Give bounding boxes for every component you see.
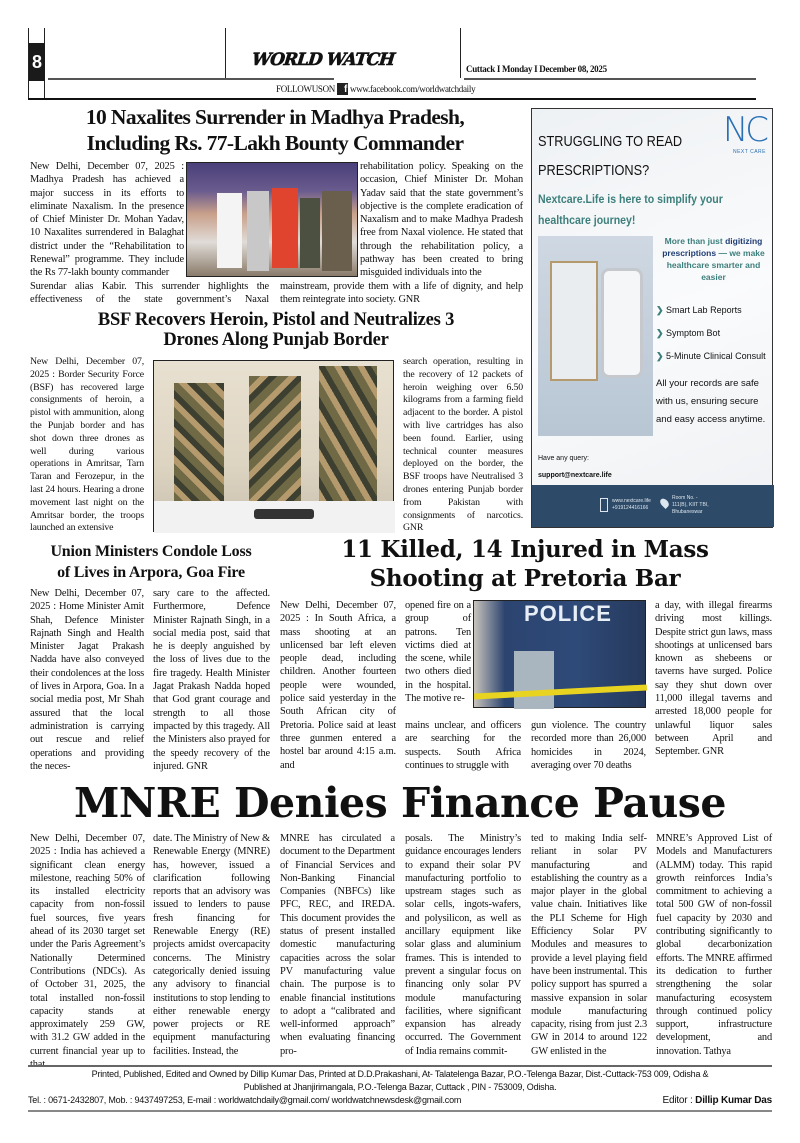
goa-body-col-2: sary care to the affected. Furthermore, Defence Minister Rajnath Singh, in a social media post, said that he is deeply anguished by the loss of lives due to the fire tragedy. Health Minister Jagat Prakash Nadda hoped that God grant courage and strength to all those impacted by this tragedy. All the Ministers also prayed for the speedy recovery of the injured. GNR bbox=[153, 588, 270, 772]
ad-phone: +919124416166 bbox=[612, 505, 649, 511]
bsf-headline bbox=[30, 310, 522, 350]
naxal-body-col-right-bottom: mainstream, provide them with a life of dignity, and help them reintegrate into society. GNR bbox=[280, 281, 523, 306]
editor-credit bbox=[663, 1094, 773, 1107]
mnre-body-col-1: New Delhi, December 07, 2025 : India has achieved a significant clean energy milestone, reaching 50% of its installed electricity capacity from non-fossil fuel sources, five years ahead of its 2030 target set under the Paris Agreement’s Nationally Determined Contributions (NDCs). As of October 31, 2025, the total installed non-fossil capacity stands at approximately 259 GW, with 31.2 GW added in the current financial year up to bbox=[30, 833, 145, 1057]
dateline: Cuttack I Monday I December 08, 2025 bbox=[466, 64, 607, 74]
ad-query-label: Have any query: bbox=[538, 455, 589, 462]
naxal-headline-line-2: Including Rs. 77-Lakh Bounty Commander bbox=[86, 131, 464, 155]
ad-feature-item bbox=[656, 322, 774, 345]
ad-title bbox=[538, 127, 682, 185]
imprint-contact: Tel. : 0671-2432807, Mob. : 9437497253, E-mail : worldwatchdaily@gmail.com/ worldwatchnewsdesk@gmail.com bbox=[28, 1095, 462, 1105]
photo-soldier bbox=[249, 376, 301, 506]
ad-doctor-photo bbox=[538, 236, 653, 436]
police-vest-text: POLICE bbox=[524, 601, 612, 626]
goa-headline-line-2: of Lives in Arpora, Goa Fire bbox=[57, 564, 245, 581]
facebook-icon[interactable]: f bbox=[337, 83, 348, 95]
pretoria-body-col-1: New Delhi, December 07, 2025 : In South Africa, a mass shooting at an unlicensed bar left eleven people dead, including children. Another fourteen people were wounded, police said yesterday in the South African city of Pretoria. Police said at least three gunmen entered a hostel bar around 4:15 a.m. and bbox=[280, 600, 396, 771]
pretoria-body-col-2-top: opened fire on a group of patrons. Ten victims died at the scene, while two others died in the hospital. The motive re- bbox=[405, 600, 471, 705]
ad-safety-text: All your records are safe with us, ensuring secure and easy access anytime. bbox=[656, 378, 766, 425]
ad-pitch-pre: More than just bbox=[664, 236, 726, 246]
ad-title-line-1: STRUGGLING TO READ bbox=[538, 133, 683, 150]
imprint-line-1: Printed, Published, Edited and Owned by Dillip Kumar Das, Printed at D.D.Prakashani, At- Talatelenga Bazar, P.O.-Telenga Bazar, Dist.-Cuttack-753 009, Odisha & bbox=[91, 1069, 709, 1079]
photo-figure bbox=[322, 191, 352, 271]
ad-tagline-line-1: Nextcare.Life is here to simplify your bbox=[538, 192, 723, 206]
nextcare-advertisement[interactable] bbox=[531, 108, 773, 528]
police-scene-photo bbox=[473, 600, 646, 708]
goa-headline bbox=[30, 541, 272, 583]
photo-figure bbox=[300, 198, 320, 268]
logo: WORLD WATCH bbox=[250, 50, 396, 70]
naxal-body-col-left: New Delhi, December 07, 2025 : Madhya Pradesh has achieved a major success in its efforts to eliminate Naxalism. In the presence of Chief Minister Dr. Mohan Yadav, 10 Naxalites surrendered in Balaghat district under the “Rehabilitation to Renewal” programme. They include the Rs 77-lakh bounty commander bbox=[30, 161, 184, 279]
naxal-headline-line-1: 10 Naxalites Surrender in Madhya Pradesh, bbox=[85, 105, 465, 129]
chevron-right-icon: ❯ bbox=[656, 305, 667, 315]
follow-us-label: FOLLOWUSON bbox=[276, 84, 335, 94]
pretoria-headline-line-2: Shooting at Pretoria Bar bbox=[369, 565, 681, 592]
drone-icon bbox=[254, 509, 314, 519]
header-bottom-rule bbox=[28, 98, 756, 100]
bsf-body-col-1: New Delhi, December 07, 2025 : Border Security Force (BSF) has recovered large consignments of heroin, a pistol with ammunition, along the Punjab border and has shot down three drones as well during various operations in Amritsar, Tarn Taran and Ferozepur, in the last 24 hours. Hearing a drone movement last night on the Amritsar border, the troops launched an extensive bbox=[30, 356, 144, 534]
mnre-body-col-6: MNRE’s Approved List of Models and Manufacturers (ALMM) today. This rapid growth reinforces India’s commitment to achieving a total 500 GW of non-fossil fuel capacity by 2030 and contributing significantly to global decarbonization efforts. The MNRE affirmed its dedication to further strengthening the solar manufacturing ecosystem through continued policy support, infrastructure development, and innovation. Tathya bbox=[656, 833, 772, 1057]
ad-address: Room No. - 111(B), KIIT TBI, Bhubaneswar bbox=[672, 495, 709, 515]
editor-name: Dillip Kumar Das bbox=[695, 1095, 772, 1106]
ad-feature-item bbox=[656, 299, 774, 322]
police-tape bbox=[474, 684, 647, 699]
ad-pitch-post: — we make healthcare smarter and easier bbox=[666, 248, 765, 282]
photo-figure bbox=[217, 193, 242, 268]
ad-feature-item bbox=[656, 345, 774, 368]
footer-top-rule bbox=[28, 1065, 772, 1067]
naxal-surrender-photo bbox=[186, 162, 358, 277]
pretoria-headline-line-1: 11 Killed, 14 Injured in Mass bbox=[341, 536, 709, 563]
naxal-body-col-left-bottom: Surendar alias Kabir. This surrender highlights the effectiveness of the state government’s Naxal bbox=[30, 281, 269, 306]
imprint-line-2: Published at Jhanjirimangala, P.O.-Telenga Bazar, Cuttack , PIN - 753009, Odisha. bbox=[243, 1082, 557, 1092]
mnre-body-col-4: posals. The Ministry’s guidance encourages lenders to expand their solar PV manufacturing portfolio to upstream stages such as solar cells, ingots-wafers, and polysilicon, as well as ancillary equipment like solar glass and aluminium frames. This is intended to prevent a singular focus on financing only solar PV module manufacturing facilities, where significant expansion has already occurred. The Government of India remains commit- bbox=[405, 833, 521, 1057]
nextcare-logo: NC bbox=[722, 110, 766, 150]
ad-feature-label: 5-Minute Clinical Consult bbox=[666, 351, 766, 361]
naxal-body-col-right: rehabilitation policy. Speaking on the occasion, Chief Minister Dr. Mohan Yadav said that the state government’s objective is the complete eradication of Naxalism and to make Madhya Pradesh free from Naxal violence. He stated that through the rehabilitation policy, a pathway has been created to bring misguided individuals into the bbox=[360, 161, 523, 279]
editor-label: Editor : bbox=[662, 1095, 696, 1106]
ad-contact-web-phone bbox=[612, 498, 651, 512]
goa-body-col-1: New Delhi, December 07, 2025 : Home Minister Amit Shah, Defence Minister Rajnath Singh and Health Minister Jagat Prakash Nadda have also conveyed their condolences at the loss of lives in Arpora, Goa. In a social media post, Mr Shah assured that the local administration is carrying out rescue and relief operations and providing the neces- bbox=[30, 588, 144, 772]
imprint-contact-row bbox=[28, 1094, 772, 1107]
ad-feature-label: Smart Lab Reports bbox=[666, 305, 742, 315]
mnre-body-col-3: MNRE has circulated a document to the Department of Financial Services and Non-Banking Financial Companies (NBFCs) like PFC, REC, and IREDA. This document provides the status of present installed domestic manufacturing capacities across the solar PV manufacturing value chain. The purpose is to enable financial institutions to adopt a “calibrated and well-informed approach” when evaluating financing pro- bbox=[280, 833, 395, 1057]
ad-pitch bbox=[656, 235, 771, 283]
mnre-body-col-2: date. The Ministry of New & Renewable Energy (MNRE) has, however, issued a clarification following reports that an advisory was issued to lenders to pause fresh financing for Renewable Energy (RE) projects amidst overcapacity concerns. The Ministry categorically denied issuing any advisory to financial institutions to stop lending to either renewable energy power projects or RE equipment manufacturing facilities. Instead, the bbox=[153, 833, 270, 1057]
bsf-body-col-2: search operation, resulting in the recovery of 12 packets of heroin weighing over 6.50 kilograms from a farming field adjacent to the border. A pistol with live cartridges has also been found. Earlier, using technical counter measures deployed on the border, the BSF troops have Neutralised 3 drones entering Punjab border from Pakistan with consignments of narcotics. GNR bbox=[403, 356, 523, 534]
ad-contact-bar bbox=[532, 485, 774, 527]
ad-website[interactable]: www.nextcare.life bbox=[612, 498, 651, 504]
photo-soldier bbox=[174, 383, 224, 503]
page-number: 8 bbox=[31, 51, 42, 72]
naxal-headline bbox=[30, 104, 520, 156]
phone-icon bbox=[600, 498, 608, 512]
masthead-divider bbox=[225, 28, 226, 78]
nextcare-logo-caption: NEXT CARE bbox=[732, 149, 766, 155]
ad-tagline-line-2: healthcare journey! bbox=[538, 213, 636, 227]
ad-feature-list bbox=[656, 299, 774, 368]
ad-query bbox=[538, 450, 612, 484]
location-pin-icon bbox=[658, 497, 670, 509]
ad-tagline bbox=[538, 189, 749, 231]
photo-soldier bbox=[319, 366, 377, 516]
photo-figure bbox=[247, 191, 269, 271]
clipboard-icon bbox=[550, 261, 598, 381]
mnre-headline: MNRE Denies Finance Pause bbox=[74, 779, 726, 827]
goa-headline-line-1: Union Ministers Condole Loss bbox=[50, 543, 252, 560]
ad-email-link[interactable]: support@nextcare.life bbox=[538, 472, 612, 479]
pretoria-body-col-2-bottom: mains unclear, and officers are searching for the suspects. South Africa continues to struggle with bbox=[405, 720, 521, 771]
masthead-rule-right bbox=[464, 78, 756, 80]
footer-bottom-rule bbox=[28, 1110, 772, 1112]
photo-pole bbox=[514, 651, 554, 709]
bsf-headline-line-1: BSF Recovers Heroin, Pistol and Neutralizes 3 bbox=[97, 310, 455, 330]
photo-figure bbox=[272, 188, 298, 268]
masthead-divider-right bbox=[460, 28, 461, 78]
facebook-link[interactable]: www.facebook.com/worldwatchdaily bbox=[350, 84, 476, 94]
pretoria-headline bbox=[278, 535, 772, 593]
chevron-right-icon: ❯ bbox=[656, 351, 667, 361]
smartphone-icon bbox=[601, 268, 643, 378]
follow-us-bar bbox=[276, 83, 475, 95]
ad-feature-label: Symptom Bot bbox=[666, 328, 721, 338]
bsf-headline-line-2: Drones Along Punjab Border bbox=[163, 330, 389, 350]
chevron-right-icon: ❯ bbox=[656, 328, 667, 338]
bsf-seized-items-photo bbox=[153, 360, 394, 532]
masthead-rule bbox=[48, 78, 334, 80]
pretoria-body-col-3: gun violence. The country recorded more than 26,000 homicides in 2024, averaging over 70 deaths bbox=[531, 720, 646, 771]
pretoria-body-col-4: a day, with illegal firearms driving most killings. Despite strict gun laws, mass shootings at unlicensed bars known as shebeens or taverns have surged. Police say they shut down over 11,000 illegal taverns and arrested 18,000 people for unlawful liquor sales between April and September. GNR bbox=[655, 600, 772, 758]
ad-title-line-2: PRESCRIPTIONS? bbox=[538, 162, 650, 179]
ad-pitch-bold: digitizing prescriptions bbox=[662, 236, 763, 258]
mnre-body-col-5: ted to making India self-reliant in solar PV manufacturing and establishing the country as a major player in the global value chain. Initiatives like the PLI Scheme for High Efficiency Solar PV Modules and measures to provide a level playing field have been instrumental. This policy support has spurred a massive expansion in solar module manufacturing capacity, rising from just 2.3 GW in 2014 to around 122 GW enlisted in the bbox=[531, 833, 647, 1057]
imprint bbox=[28, 1068, 772, 1107]
page-number-box bbox=[29, 43, 45, 81]
